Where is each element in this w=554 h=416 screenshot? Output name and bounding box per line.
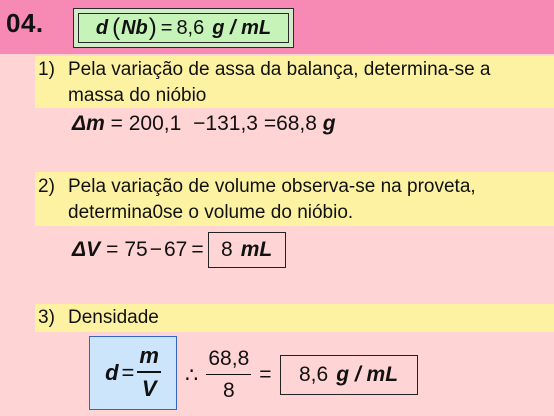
minus-sign: − — [149, 238, 162, 261]
answer-value: 8,6 — [176, 16, 205, 39]
density-result-box — [280, 355, 418, 395]
question-number: 04. — [6, 8, 44, 38]
answer-unit: g / mL — [212, 16, 272, 39]
step-2-line-2: determina0se o volume do nióbio. — [68, 202, 354, 223]
step-1-text — [38, 57, 490, 109]
step-2-result-box — [208, 232, 286, 268]
step-1-equation — [72, 112, 336, 136]
density-result-value: 8,6 — [298, 363, 329, 386]
answer-expression — [78, 13, 289, 43]
calc-denominator: 8 — [222, 378, 235, 402]
step-1-line-2: massa do nióbio — [68, 85, 207, 106]
step-2-text — [38, 174, 476, 226]
calc-numerator: 68,8 — [206, 344, 251, 375]
step-2-operand-1: 75 — [124, 238, 148, 261]
element-symbol: Nb — [121, 16, 148, 39]
minus-sign: − — [193, 112, 206, 135]
therefore-symbol: ∴ — [185, 363, 199, 387]
equals-sign: = — [106, 238, 119, 261]
equals-sign: = — [263, 112, 277, 135]
step-1-number: 1) — [38, 59, 55, 80]
step-1-line-1: Pela variação de assa da balança, determina-se a — [68, 59, 491, 80]
calc-fraction — [206, 344, 251, 407]
step-2-unit: mL — [240, 238, 273, 261]
formula-denominator: V — [141, 376, 157, 401]
step-3-number: 3) — [38, 307, 55, 328]
step-2-result: 8 — [221, 238, 233, 261]
equals-sign: = — [191, 238, 204, 261]
formula-numerator: m — [137, 341, 161, 373]
step-3-line-1: Densidade — [68, 307, 159, 328]
step-1-result: 68,8 — [276, 112, 317, 135]
formula-lhs: d — [105, 360, 119, 385]
step-1-unit: g — [322, 112, 336, 135]
step-2-equation — [72, 232, 286, 268]
paren-close: ) — [148, 14, 157, 41]
step-1-operand-1: 200,1 — [128, 112, 182, 135]
equals-sign: = — [160, 16, 173, 39]
equals-sign: = — [110, 112, 123, 135]
equals-sign: = — [259, 363, 272, 386]
equals-sign: = — [121, 360, 135, 385]
step-3-text — [38, 305, 159, 331]
step-1-lhs: Δm — [72, 112, 105, 135]
density-calculation — [185, 340, 418, 410]
step-2-operand-2: 67 — [164, 238, 188, 261]
density-symbol: d — [95, 16, 109, 39]
answer-box — [73, 8, 294, 48]
step-2-number: 2) — [38, 176, 55, 197]
step-1-operand-2: 131,3 — [205, 112, 258, 135]
paren-open: ( — [112, 14, 121, 41]
formula-fraction — [137, 341, 161, 405]
density-formula-box — [89, 336, 177, 410]
density-result-unit: g / mL — [336, 363, 399, 386]
step-2-line-1: Pela variação de volume observa-se na proveta, — [68, 176, 476, 197]
step-2-lhs: ΔV — [72, 238, 101, 261]
